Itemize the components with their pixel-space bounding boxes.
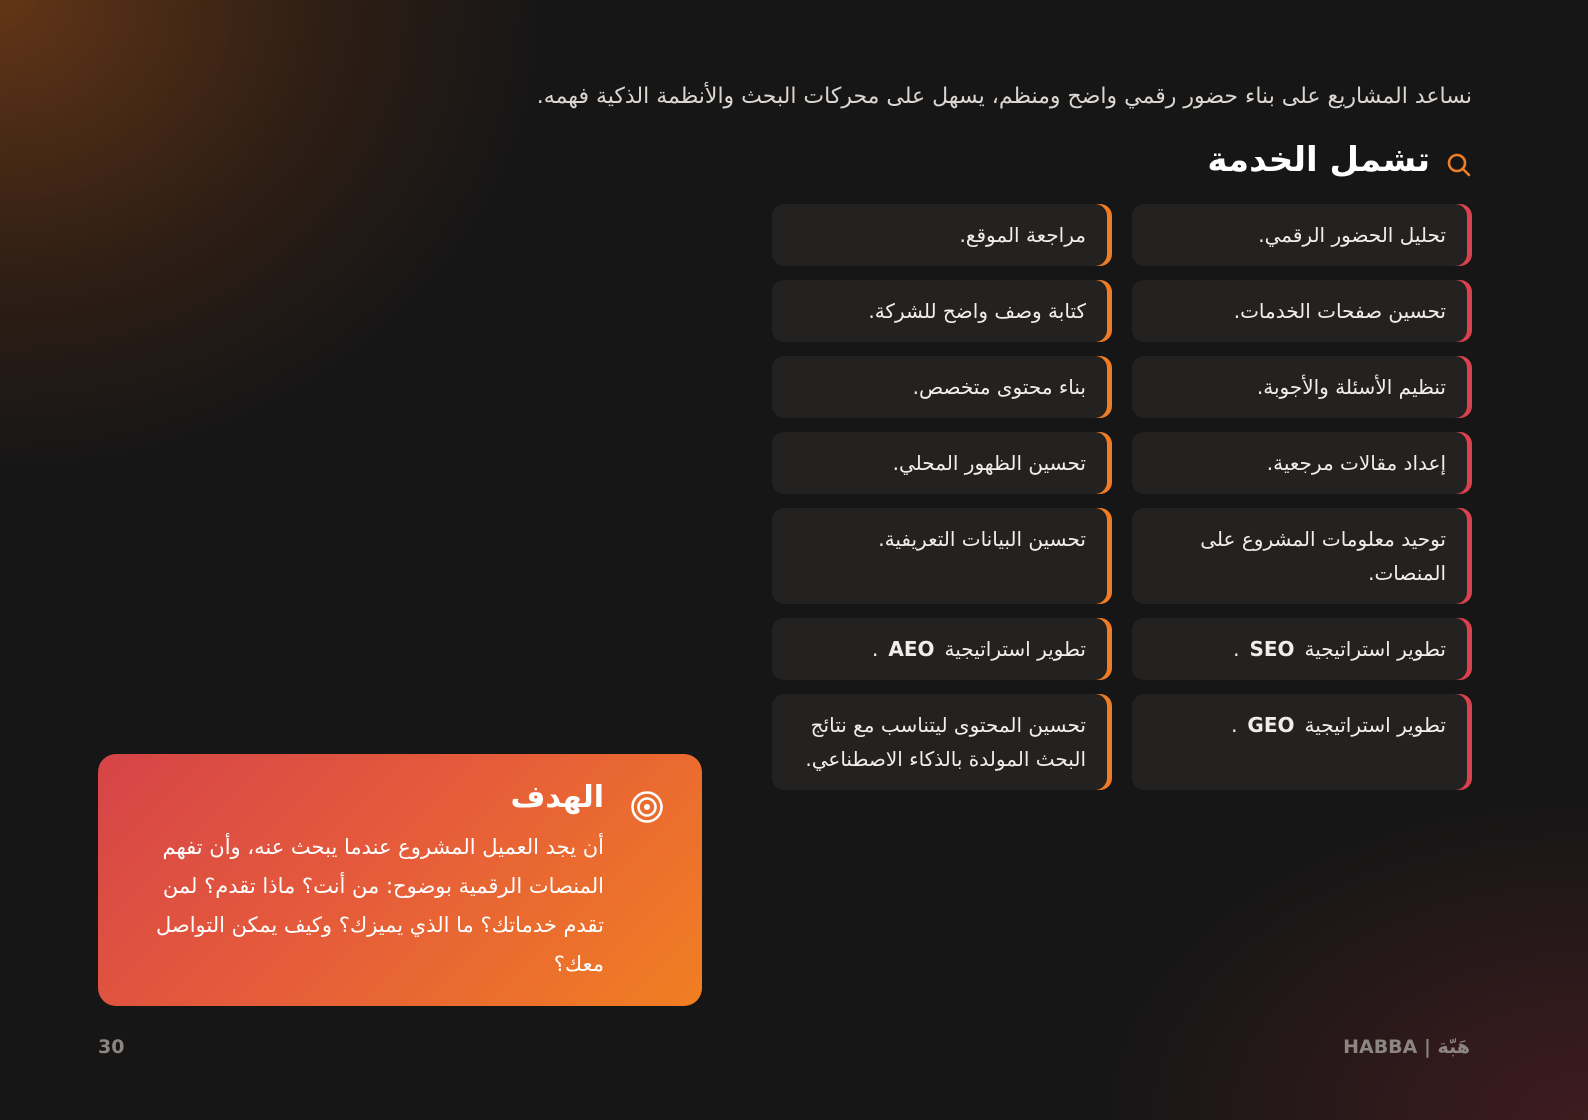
service-label: تحسين المحتوى ليتناسب مع نتائج البحث المولدة بالذكاء الاصطناعي. <box>805 713 1086 771</box>
service-card <box>772 204 1112 266</box>
goal-box <box>98 754 702 1006</box>
service-acronym: SEO <box>1249 637 1295 661</box>
service-card <box>1132 204 1472 266</box>
service-card <box>772 280 1112 342</box>
section-title-text: تشمل الخدمة <box>1207 140 1430 180</box>
service-label: تطوير استراتيجية <box>1304 637 1446 661</box>
service-card-seo <box>1132 618 1472 680</box>
service-card <box>772 432 1112 494</box>
service-acronym: GEO <box>1247 713 1295 737</box>
service-label: تحسين صفحات الخدمات. <box>1233 299 1446 323</box>
goal-body: أن يجد العميل المشروع عندما يبحث عنه، وأن تفهم المنصات الرقمية بوضوح: من أنت؟ ماذا تقدم؟ لمن تقدم خدماتك؟ ما الذي يميزك؟ وكيف يمكن التواصل معك؟ <box>155 835 604 976</box>
services-grid <box>772 204 1472 790</box>
service-label: تحليل الحضور الرقمي. <box>1258 223 1446 247</box>
section-title <box>1207 140 1472 180</box>
service-card <box>772 694 1112 790</box>
intro-text: نساعد المشاريع على بناء حضور رقمي واضح ومنظم، يسهل على محركات البحث والأنظمة الذكية فهمه. <box>536 84 1472 109</box>
service-period: . <box>872 637 879 661</box>
service-acronym: AEO <box>888 637 935 661</box>
service-period: . <box>1231 713 1238 737</box>
service-label: تطوير استراتيجية <box>944 637 1086 661</box>
service-label: إعداد مقالات مرجعية. <box>1266 451 1446 475</box>
service-period: . <box>1233 637 1240 661</box>
service-card <box>1132 280 1472 342</box>
service-label: توحيد معلومات المشروع على المنصات. <box>1200 527 1446 585</box>
service-card <box>772 356 1112 418</box>
service-label: تحسين البيانات التعريفية. <box>878 527 1086 551</box>
service-card <box>1132 432 1472 494</box>
service-card-aeo <box>772 618 1112 680</box>
target-icon <box>630 790 664 824</box>
service-card-geo <box>1132 694 1472 790</box>
brand-footer: HABBA | هَبّة <box>1343 1036 1470 1058</box>
service-label: مراجعة الموقع. <box>959 223 1086 247</box>
goal-title: الهدف <box>510 780 604 815</box>
page-number: 30 <box>98 1036 125 1058</box>
service-card <box>1132 508 1472 604</box>
service-label: كتابة وصف واضح للشركة. <box>868 299 1086 323</box>
service-label: تنظيم الأسئلة والأجوبة. <box>1256 375 1446 399</box>
service-label: بناء محتوى متخصص. <box>912 375 1086 399</box>
service-card <box>1132 356 1472 418</box>
service-card <box>772 508 1112 604</box>
service-label: تحسين الظهور المحلي. <box>892 451 1086 475</box>
service-label: تطوير استراتيجية <box>1304 713 1446 737</box>
search-icon <box>1446 152 1472 178</box>
